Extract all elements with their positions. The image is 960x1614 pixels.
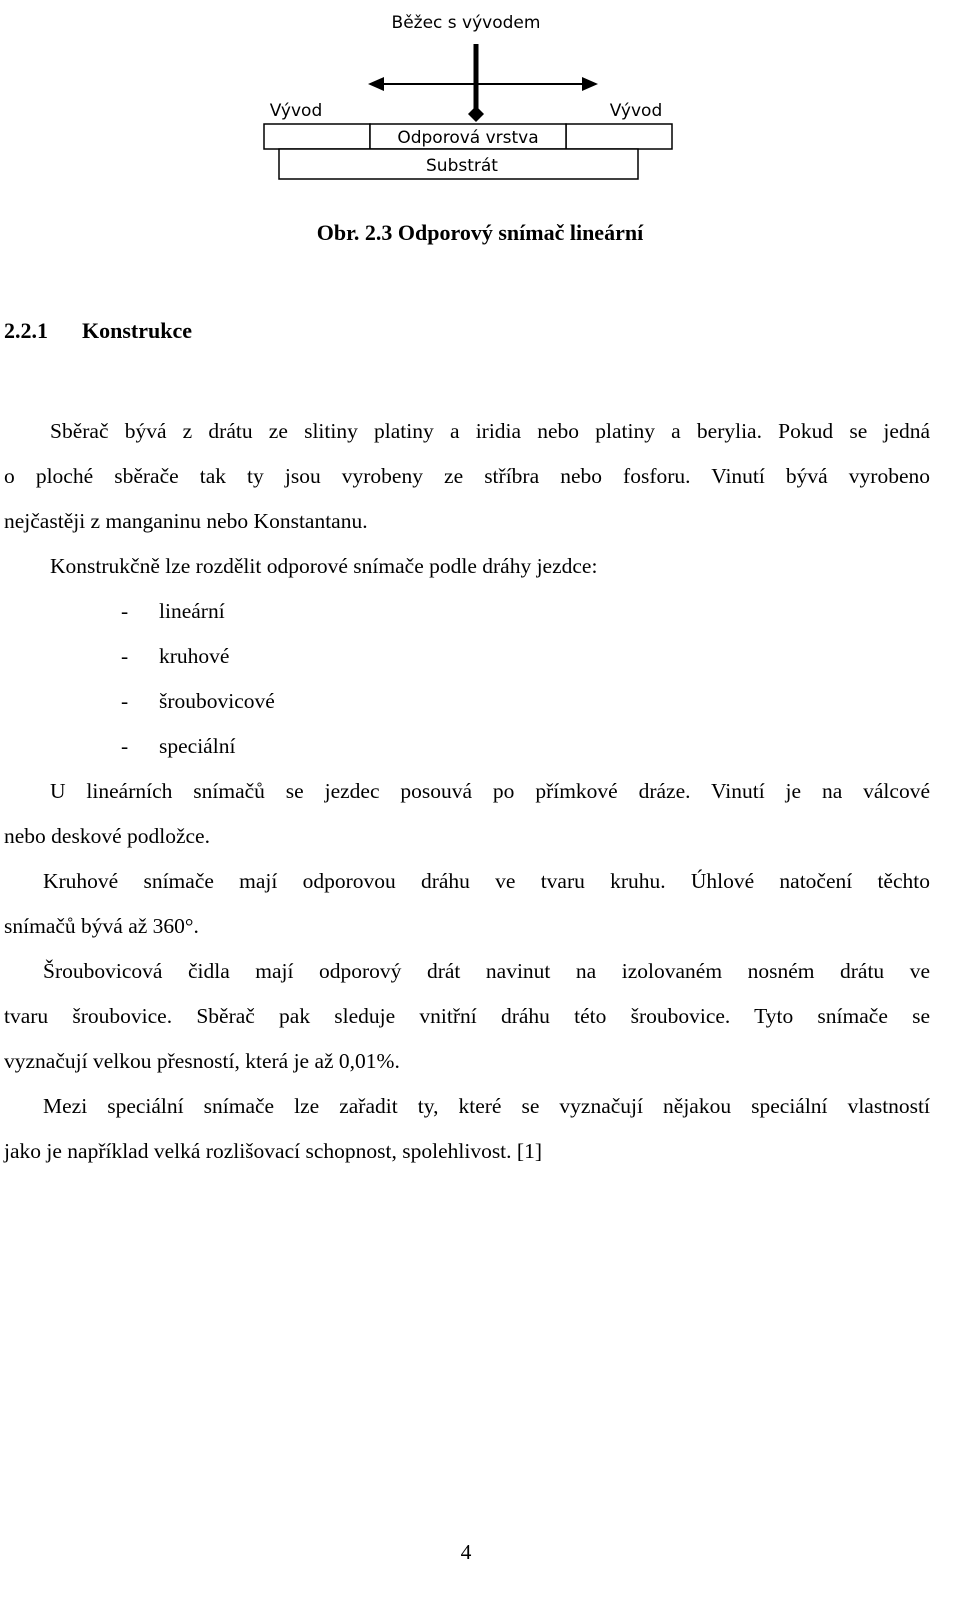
paragraph-line: nebo deskové podložce. xyxy=(4,824,210,848)
list-item: - speciální xyxy=(121,734,236,758)
list-item: - šroubovicové xyxy=(121,689,275,713)
paragraph-line: Konstrukčně lze rozdělit odporové snímače podle dráhy jezdce: xyxy=(50,554,598,578)
paragraph-line: snímačů bývá až 360°. xyxy=(4,914,199,938)
paragraph-line: tvaru šroubovice. Sběrač pak sleduje vnitřní dráhu této šroubovice. Tyto snímače se xyxy=(4,1004,930,1028)
left-terminal-label: Vývod xyxy=(269,101,323,121)
diagram-svg xyxy=(248,0,684,190)
section-number: 2.2.1 xyxy=(4,318,48,343)
paragraph-line: jako je například velká rozlišovací schopnost, spolehlivost. [1] xyxy=(4,1139,542,1163)
wiper-label: Běžec s vývodem xyxy=(391,13,541,33)
page-number: 4 xyxy=(460,1540,472,1564)
list-item: - kruhové xyxy=(121,644,230,668)
resistive-layer-label: Odporová vrstva xyxy=(397,128,539,148)
right-terminal-label: Vývod xyxy=(609,101,663,121)
right-terminal-block xyxy=(566,124,672,149)
list-item: - lineární xyxy=(121,599,225,623)
substrate-label: Substrát xyxy=(426,156,498,176)
paragraph-line: o ploché sběrače tak ty jsou vyrobeny ze stříbra nebo fosforu. Vinutí bývá vyrobeno xyxy=(4,464,930,488)
figure-caption: Obr. 2.3 Odporový snímač lineární xyxy=(316,220,644,245)
left-terminal-block xyxy=(264,124,370,149)
paragraph-line: U lineárních snímačů se jezdec posouvá po přímkové dráze. Vinutí je na válcové xyxy=(50,779,930,803)
paragraph-line: vyznačují velkou přesností, která je až 0,01%. xyxy=(4,1049,400,1073)
paragraph-line: Sběrač bývá z drátu ze slitiny platiny a iridia nebo platiny a berylia. Pokud se jedná xyxy=(50,419,930,443)
resistive-sensor-diagram xyxy=(248,0,684,190)
paragraph-line: nejčastěji z manganinu nebo Konstantanu. xyxy=(4,509,368,533)
section-heading xyxy=(4,318,192,344)
arrow-left-head xyxy=(368,77,384,91)
paragraph-line: Mezi speciální snímače lze zařadit ty, které se vyznačují nějakou speciální vlastností xyxy=(43,1094,930,1118)
arrow-right-head xyxy=(582,77,598,91)
wiper-contact xyxy=(468,106,484,122)
paragraph-line: Šroubovicová čidla mají odporový drát navinut na izolovaném nosném drátu ve xyxy=(43,959,930,983)
section-title: Konstrukce xyxy=(82,318,192,343)
paragraph-line: Kruhové snímače mají odporovou dráhu ve tvaru kruhu. Úhlové natočení těchto xyxy=(43,869,930,893)
